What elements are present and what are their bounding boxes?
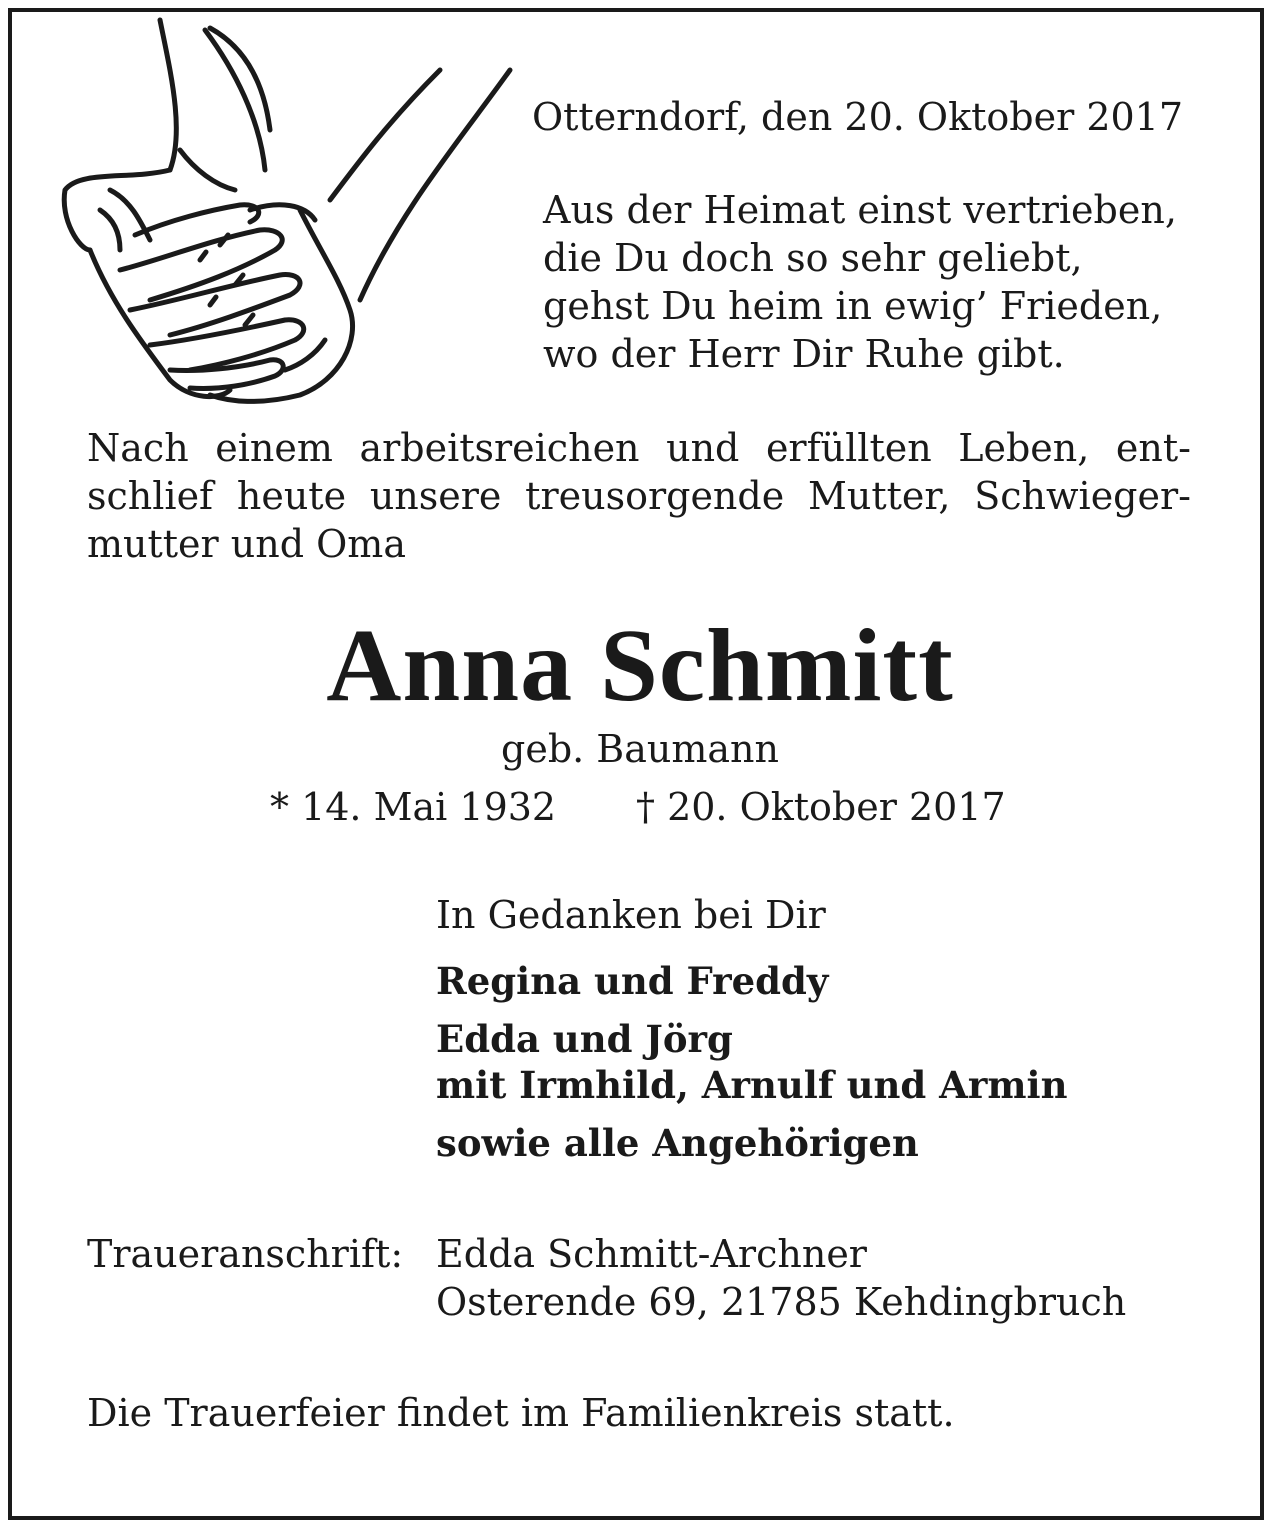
poem-line: Aus der Heimat einst vertrieben, xyxy=(543,188,1177,232)
address-block xyxy=(436,1230,1126,1326)
closing-note: Die Trauerfeier findet im Familienkreis statt. xyxy=(87,1391,955,1435)
intro-line: Nach einem arbeitsreichen und erfüllten Leben, ent- xyxy=(87,426,1191,470)
mourner-line: mit Irmhild, Arnulf und Armin xyxy=(436,1063,1068,1107)
address-line: Edda Schmitt-Archner xyxy=(436,1232,867,1276)
maiden-name: geb. Baumann xyxy=(501,727,779,771)
death-date: † 20. Oktober 2017 xyxy=(636,785,1006,829)
poem-line: wo der Herr Dir Ruhe gibt. xyxy=(543,332,1065,376)
intro-line: mutter und Oma xyxy=(87,522,406,566)
poem-line: gehst Du heim in ewig’ Frieden, xyxy=(543,284,1163,328)
address-label: Traueranschrift: xyxy=(87,1232,404,1276)
mourner-line: Edda und Jörg xyxy=(436,1017,733,1061)
mourner-group xyxy=(436,958,1068,1004)
poem-line: die Du doch so sehr geliebt, xyxy=(543,236,1083,280)
intro-line: schlief heute unsere treusorgende Mutter, Schwieger- xyxy=(87,474,1191,518)
mourner-group xyxy=(436,1120,1068,1166)
birth-date: * 14. Mai 1932 xyxy=(270,785,557,829)
place-date: Otterndorf, den 20. Oktober 2017 xyxy=(532,95,1184,139)
mourner-line: Regina und Freddy xyxy=(436,959,829,1003)
mourners-list xyxy=(436,958,1068,1178)
mourner-line: sowie alle Angehörigen xyxy=(436,1121,919,1165)
praying-hands-icon xyxy=(60,10,520,410)
address-line: Osterende 69, 21785 Kehdingbruch xyxy=(436,1280,1127,1324)
intro-text xyxy=(87,424,1191,568)
deceased-name: Anna Schmitt xyxy=(326,608,954,723)
mourner-group xyxy=(436,1016,1068,1108)
poem xyxy=(543,186,1177,378)
thoughts-line: In Gedanken bei Dir xyxy=(436,893,826,937)
